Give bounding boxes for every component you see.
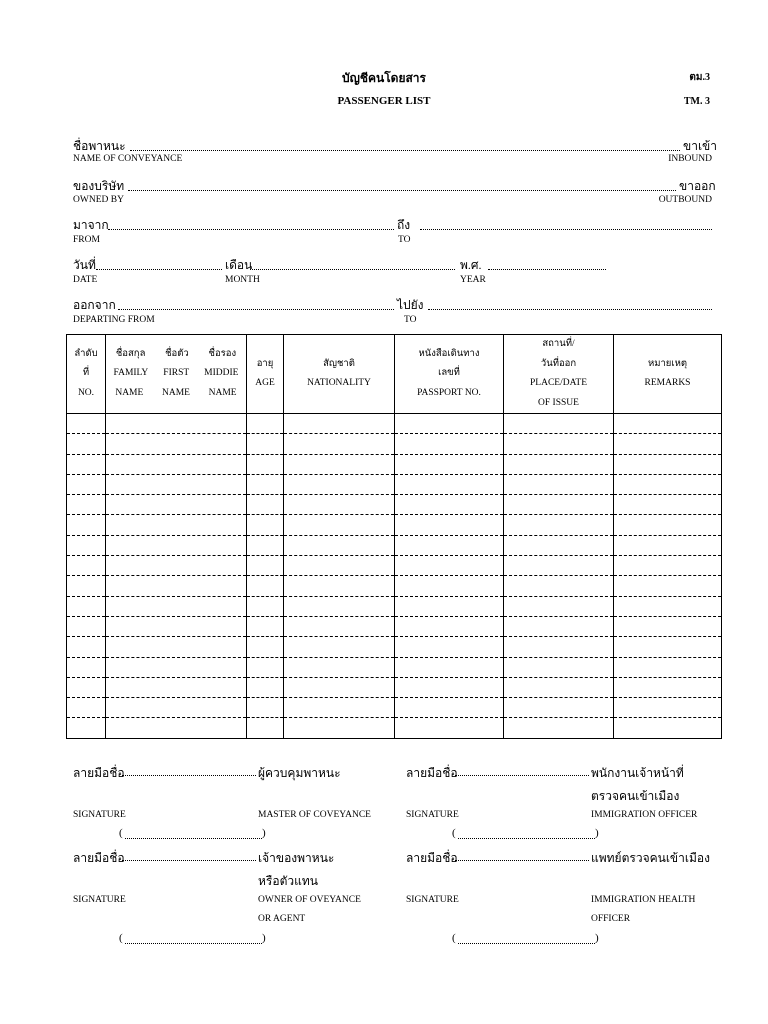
table-cell[interactable] xyxy=(395,474,504,494)
to-label: TO xyxy=(398,235,411,245)
table-cell[interactable] xyxy=(106,434,247,454)
col-age-th: อายุ xyxy=(256,358,274,369)
col-place-header xyxy=(504,335,614,414)
table-row xyxy=(67,637,722,657)
table-cell[interactable] xyxy=(67,495,106,515)
table-cell[interactable] xyxy=(504,637,614,657)
owned-label: OWNED BY xyxy=(73,195,124,205)
col-place-th2: วันที่ออก xyxy=(540,358,577,369)
owner-label-thai-1: เจ้าของพาหนะ xyxy=(258,851,335,865)
signature-label-thai-4: ลายมือชื่อ xyxy=(406,851,458,865)
table-row xyxy=(67,434,722,454)
col-age-header xyxy=(247,335,284,414)
table-cell[interactable] xyxy=(504,718,614,738)
passenger-table xyxy=(66,334,722,739)
name-en-row2 xyxy=(106,384,246,404)
table-cell[interactable] xyxy=(395,414,504,434)
departing-label: DEPARTING FROM xyxy=(73,315,155,325)
doctor-label-2: OFFICER xyxy=(591,914,631,924)
table-cell[interactable] xyxy=(106,616,247,636)
signature-label-thai-3: ลายมือชื่อ xyxy=(73,851,125,865)
departing-label-thai: ออกจาก xyxy=(73,298,116,312)
table-row xyxy=(67,698,722,718)
table-row xyxy=(67,576,722,596)
from-label-thai: มาจาก xyxy=(73,218,109,232)
table-cell[interactable] xyxy=(67,414,106,434)
table-cell[interactable] xyxy=(67,515,106,535)
table-cell[interactable] xyxy=(106,698,247,718)
table-cell[interactable] xyxy=(67,616,106,636)
table-cell[interactable] xyxy=(614,474,722,494)
outbound-label: OUTBOUND xyxy=(658,195,712,205)
table-cell[interactable] xyxy=(395,495,504,515)
officer-printed-name-field[interactable] xyxy=(458,838,595,839)
table-row xyxy=(67,495,722,515)
paren-open-1: ( xyxy=(119,827,123,839)
form-code: TM. 3 xyxy=(683,96,710,107)
doctor-printed-name-field[interactable] xyxy=(458,943,595,944)
table-cell[interactable] xyxy=(106,657,247,677)
paren-open-3: ( xyxy=(119,932,123,944)
table-cell[interactable] xyxy=(247,454,284,474)
table-cell[interactable] xyxy=(284,535,395,555)
table-cell[interactable] xyxy=(284,698,395,718)
middle-name-th: ชื่อรอง xyxy=(208,348,237,359)
col-nationality-th: สัญชาติ xyxy=(323,358,355,369)
table-cell[interactable] xyxy=(247,637,284,657)
table-cell[interactable] xyxy=(284,677,395,697)
col-nationality-header xyxy=(284,335,395,414)
table-row xyxy=(67,657,722,677)
paren-close-2: ) xyxy=(595,827,599,839)
table-cell[interactable] xyxy=(247,718,284,738)
to-field[interactable] xyxy=(420,229,712,230)
table-cell[interactable] xyxy=(614,454,722,474)
table-cell[interactable] xyxy=(106,535,247,555)
table-cell[interactable] xyxy=(284,616,395,636)
col-no-th2: ที่ xyxy=(82,368,90,379)
table-cell[interactable] xyxy=(614,414,722,434)
table-cell[interactable] xyxy=(504,657,614,677)
signature-label-thai-2: ลายมือชื่อ xyxy=(406,766,458,780)
table-row xyxy=(67,556,722,576)
table-cell[interactable] xyxy=(284,434,395,454)
table-cell[interactable] xyxy=(504,616,614,636)
table-cell[interactable] xyxy=(284,556,395,576)
family-label: FAMILY xyxy=(113,368,149,379)
table-cell[interactable] xyxy=(614,677,722,697)
table-cell[interactable] xyxy=(504,677,614,697)
year-field[interactable] xyxy=(488,269,606,270)
table-cell[interactable] xyxy=(395,657,504,677)
col-place-en1: PLACE/DATE xyxy=(530,378,587,388)
table-cell[interactable] xyxy=(247,576,284,596)
table-cell[interactable] xyxy=(106,718,247,738)
table-cell[interactable] xyxy=(67,474,106,494)
table-cell[interactable] xyxy=(395,698,504,718)
table-cell[interactable] xyxy=(106,454,247,474)
signature-label-1: SIGNATURE xyxy=(73,810,126,820)
table-cell[interactable] xyxy=(504,576,614,596)
to-label-thai: ถึง xyxy=(397,218,411,232)
officer-label: IMMIGRATION OFFICER xyxy=(591,810,698,820)
signature-label-3: SIGNATURE xyxy=(73,895,126,905)
paren-close-1: ) xyxy=(262,827,266,839)
month-label-thai: เดือน xyxy=(225,258,253,272)
table-row xyxy=(67,474,722,494)
signature-label-2: SIGNATURE xyxy=(406,810,459,820)
form-title: PASSENGER LIST xyxy=(337,95,431,107)
departing-field[interactable] xyxy=(118,309,394,310)
owned-by-field[interactable] xyxy=(128,190,676,191)
master-printed-name-field[interactable] xyxy=(125,838,262,839)
month-field[interactable] xyxy=(250,269,455,270)
col-remarks-header xyxy=(614,335,722,414)
table-cell[interactable] xyxy=(67,454,106,474)
col-remarks-th: หมายเหตุ xyxy=(647,358,688,369)
table-cell[interactable] xyxy=(284,596,395,616)
table-cell[interactable] xyxy=(67,556,106,576)
table-cell[interactable] xyxy=(504,495,614,515)
doctor-signature-field[interactable] xyxy=(455,860,589,861)
table-cell[interactable] xyxy=(614,596,722,616)
owner-label-thai-2: หรือตัวแทน xyxy=(258,874,318,888)
table-cell[interactable] xyxy=(67,596,106,616)
table-cell[interactable] xyxy=(395,434,504,454)
conveyance-field[interactable] xyxy=(130,150,680,151)
table-cell[interactable] xyxy=(504,596,614,616)
master-label: MASTER OF COVEYANCE xyxy=(258,810,371,820)
table-row xyxy=(67,718,722,738)
table-cell[interactable] xyxy=(504,698,614,718)
table-cell[interactable] xyxy=(504,515,614,535)
table-cell[interactable] xyxy=(395,515,504,535)
table-cell[interactable] xyxy=(614,637,722,657)
table-cell[interactable] xyxy=(395,576,504,596)
owner-signature-field[interactable] xyxy=(122,860,256,861)
table-cell[interactable] xyxy=(247,535,284,555)
owned-label-thai: ของบริษัท xyxy=(73,179,125,193)
table-cell[interactable] xyxy=(106,677,247,697)
table-cell[interactable] xyxy=(395,616,504,636)
table-header-row xyxy=(67,335,722,414)
table-cell[interactable] xyxy=(614,657,722,677)
table-cell[interactable] xyxy=(284,637,395,657)
first-name-th: ชื่อตัว xyxy=(165,348,189,359)
conveyance-label-thai: ชื่อพาหนะ xyxy=(73,139,126,153)
col-no-en: NO. xyxy=(77,387,95,398)
family-name-label: NAME xyxy=(115,387,144,398)
table-row xyxy=(67,454,722,474)
table-cell[interactable] xyxy=(247,434,284,454)
month-label: MONTH xyxy=(225,275,260,285)
table-cell[interactable] xyxy=(395,677,504,697)
form-title-thai: บัญชีคนโดยสาร xyxy=(342,71,426,85)
name-en-row1 xyxy=(106,364,246,384)
table-cell[interactable] xyxy=(395,718,504,738)
conveyance-label: NAME OF CONVEYANCE xyxy=(73,154,183,164)
table-cell[interactable] xyxy=(284,515,395,535)
table-row xyxy=(67,535,722,555)
table-row xyxy=(67,414,722,434)
paren-open-2: ( xyxy=(452,827,456,839)
table-cell[interactable] xyxy=(67,434,106,454)
table-cell[interactable] xyxy=(614,535,722,555)
col-passport-th2: เลขที่ xyxy=(438,368,460,379)
date-label-thai: วันที่ xyxy=(73,258,96,272)
table-cell[interactable] xyxy=(67,576,106,596)
table-cell[interactable] xyxy=(106,576,247,596)
middle-label: MIDDIE xyxy=(204,368,239,379)
table-cell[interactable] xyxy=(247,515,284,535)
table-cell[interactable] xyxy=(247,657,284,677)
table-cell[interactable] xyxy=(614,434,722,454)
table-cell[interactable] xyxy=(614,556,722,576)
owner-label-1: OWNER OF OVEYANCE xyxy=(258,895,361,905)
table-cell[interactable] xyxy=(106,515,247,535)
table-cell[interactable] xyxy=(247,616,284,636)
table-cell[interactable] xyxy=(67,677,106,697)
col-passport-th1: หนังสือเดินทาง xyxy=(418,348,480,359)
table-cell[interactable] xyxy=(284,454,395,474)
master-signature-field[interactable] xyxy=(122,775,256,776)
table-cell[interactable] xyxy=(395,454,504,474)
table-cell[interactable] xyxy=(247,556,284,576)
table-cell[interactable] xyxy=(395,556,504,576)
col-name-header xyxy=(106,335,247,414)
table-row xyxy=(67,616,722,636)
table-body xyxy=(67,414,722,739)
owner-label-2: OR AGENT xyxy=(258,914,306,924)
table-cell[interactable] xyxy=(67,637,106,657)
signature-label-4: SIGNATURE xyxy=(406,895,459,905)
table-cell[interactable] xyxy=(504,414,614,434)
col-no-header xyxy=(67,335,106,414)
paren-close-3: ) xyxy=(262,932,266,944)
family-name-th: ชื่อสกุล xyxy=(115,348,146,359)
form-code-thai: ตม.3 xyxy=(689,72,710,83)
destination-field[interactable] xyxy=(428,309,712,310)
table-cell[interactable] xyxy=(106,556,247,576)
destination-label-thai: ไปยัง xyxy=(397,298,424,312)
col-nationality-en: NATIONALITY xyxy=(307,378,371,388)
table-cell[interactable] xyxy=(67,698,106,718)
name-th-row xyxy=(106,345,246,365)
table-cell[interactable] xyxy=(247,495,284,515)
table-cell[interactable] xyxy=(284,657,395,677)
table-cell[interactable] xyxy=(504,535,614,555)
col-remarks-en: REMARKS xyxy=(644,378,691,388)
officer-label-thai-2: ตรวจคนเข้าเมือง xyxy=(591,789,680,803)
table-cell[interactable] xyxy=(67,535,106,555)
from-label: FROM xyxy=(73,235,100,245)
doctor-label-1: IMMIGRATION HEALTH xyxy=(591,895,696,905)
table-cell[interactable] xyxy=(247,677,284,697)
master-label-thai: ผู้ควบคุมพาหนะ xyxy=(258,766,341,780)
table-cell[interactable] xyxy=(614,495,722,515)
table-cell[interactable] xyxy=(247,474,284,494)
col-passport-header xyxy=(395,335,504,414)
col-age-en: AGE xyxy=(255,378,275,388)
table-cell[interactable] xyxy=(284,414,395,434)
table-cell[interactable] xyxy=(284,576,395,596)
table-cell[interactable] xyxy=(284,495,395,515)
from-field[interactable] xyxy=(108,229,394,230)
table-row xyxy=(67,596,722,616)
paren-open-4: ( xyxy=(452,932,456,944)
table-cell[interactable] xyxy=(504,434,614,454)
table-cell[interactable] xyxy=(504,454,614,474)
officer-label-thai-1: พนักงานเจ้าหน้าที่ xyxy=(591,766,684,780)
date-label: DATE xyxy=(73,275,98,285)
table-cell[interactable] xyxy=(67,718,106,738)
middle-name-label: NAME xyxy=(208,387,237,398)
table-cell[interactable] xyxy=(395,535,504,555)
table-cell[interactable] xyxy=(247,596,284,616)
col-no-th1: ลำดับ xyxy=(74,348,98,359)
col-place-th1: สถานที่/ xyxy=(542,339,575,349)
table-cell[interactable] xyxy=(247,698,284,718)
table-cell[interactable] xyxy=(395,596,504,616)
date-field[interactable] xyxy=(96,269,222,270)
doctor-label-thai: แพทย์ตรวจคนเข้าเมือง xyxy=(591,851,710,865)
table-cell[interactable] xyxy=(67,657,106,677)
inbound-label-thai: ขาเข้า xyxy=(683,139,717,153)
table-cell[interactable] xyxy=(614,576,722,596)
table-cell[interactable] xyxy=(614,718,722,738)
table-cell[interactable] xyxy=(106,596,247,616)
signature-label-thai-1: ลายมือชื่อ xyxy=(73,766,125,780)
table-cell[interactable] xyxy=(106,637,247,657)
outbound-label-thai: ขาออก xyxy=(679,179,716,193)
table-row xyxy=(67,677,722,697)
table-cell[interactable] xyxy=(504,556,614,576)
col-passport-en: PASSPORT NO. xyxy=(417,387,481,398)
table-cell[interactable] xyxy=(106,414,247,434)
officer-signature-field[interactable] xyxy=(455,775,589,776)
table-cell[interactable] xyxy=(247,414,284,434)
first-name-label: NAME xyxy=(161,387,190,398)
table-cell[interactable] xyxy=(106,474,247,494)
destination-label: TO xyxy=(404,315,417,325)
paren-close-4: ) xyxy=(595,932,599,944)
owner-printed-name-field[interactable] xyxy=(125,943,262,944)
table-cell[interactable] xyxy=(614,515,722,535)
table-cell[interactable] xyxy=(106,495,247,515)
col-place-en2: OF ISSUE xyxy=(538,397,579,408)
table-cell[interactable] xyxy=(614,698,722,718)
table-cell[interactable] xyxy=(284,474,395,494)
table-cell[interactable] xyxy=(395,637,504,657)
table-cell[interactable] xyxy=(504,474,614,494)
table-cell[interactable] xyxy=(284,718,395,738)
table-row xyxy=(67,515,722,535)
table-cell[interactable] xyxy=(614,616,722,636)
inbound-label: INBOUND xyxy=(668,154,712,164)
year-label: YEAR xyxy=(460,275,486,285)
year-label-thai: พ.ศ. xyxy=(460,258,482,272)
first-label: FIRST xyxy=(163,368,190,379)
